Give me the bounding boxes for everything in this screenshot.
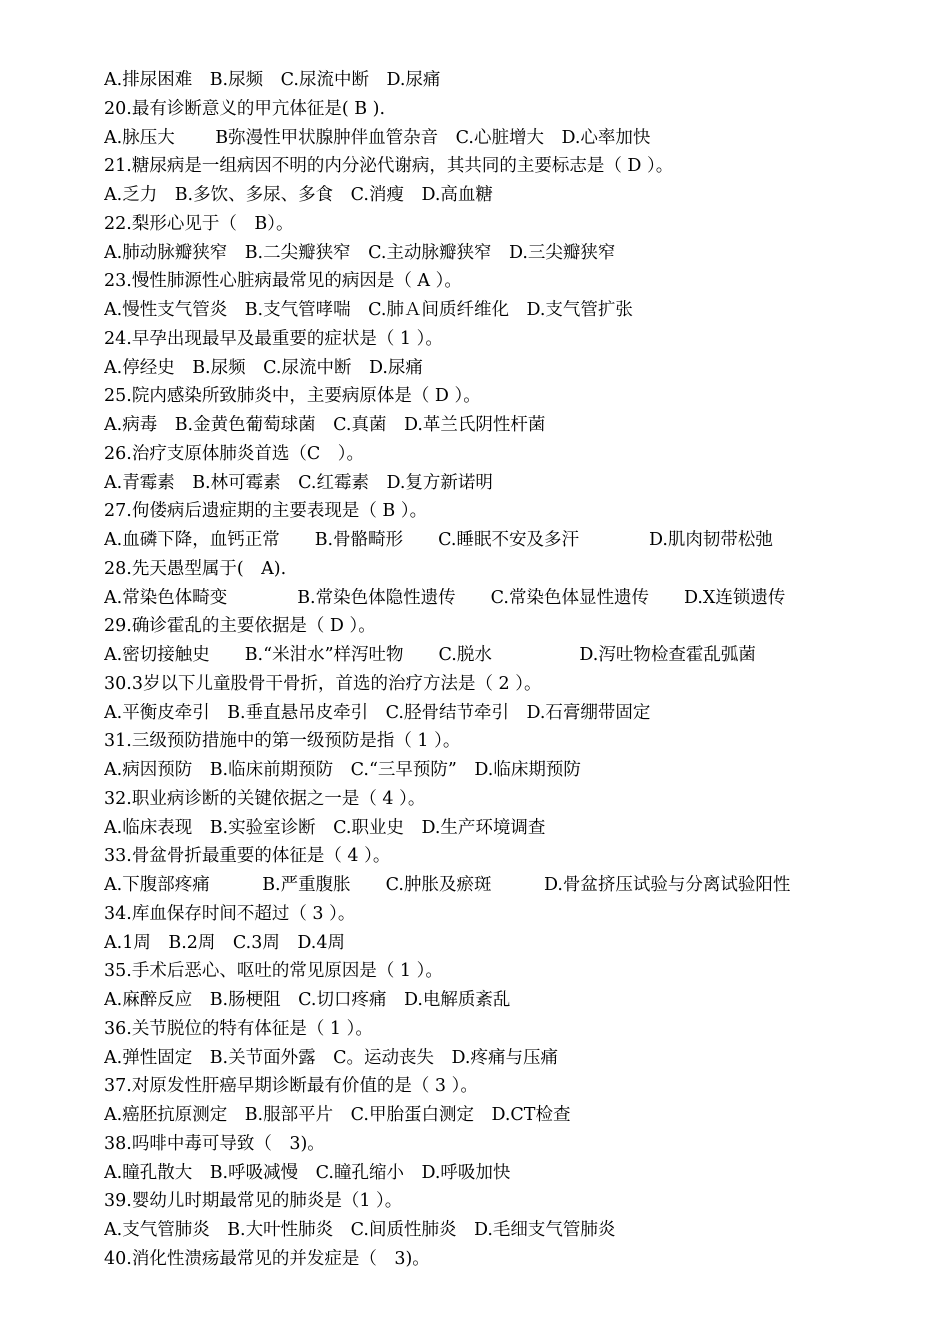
question-20: 20.最有诊断意义的甲亢体征是( B ). — [104, 98, 386, 119]
question-options-38: A.瞳孔散大 B.呼吸减慢 C.瞳孔缩小 D.呼吸加快 — [104, 1162, 511, 1183]
question-30: 30.3岁以下儿童股骨干骨折，首选的治疗方法是（ 2 ）。 — [104, 673, 542, 694]
question-28: 28.先天愚型属于( A). — [104, 558, 287, 579]
question-options-21: A.乏力 B.多饮、多尿、多食 C.消瘦 D.高血糖 — [104, 185, 493, 205]
question-36: 36.关节脱位的特有体征是（ 1 ）。 — [104, 1018, 373, 1039]
question-options-19: A.排尿困难 B.尿频 C.尿流中断 D.尿痛 — [104, 70, 441, 90]
question-25: 25.院内感染所致肺炎中，主要病原体是（ D ）。 — [104, 386, 481, 407]
question-22: 22.梨形心见于（ B）。 — [104, 213, 294, 234]
question-32: 32.职业病诊断的关键依据之一是（ 4 ）。 — [104, 788, 426, 809]
question-options-22: A.肺动脉瓣狭窄 B.二尖瓣狭窄 C.主动脉瓣狭窄 D.三尖瓣狭窄 — [104, 242, 616, 263]
question-21: 21.糖尿病是一组病因不明的内分泌代谢病，其共同的主要标志是（ D ）。 — [104, 156, 674, 177]
question-29: 29.确诊霍乱的主要依据是（ D ）。 — [104, 616, 376, 637]
question-options-26: A.青霉素 B.林可霉素 C.红霉素 D.复方新诺明 — [104, 472, 493, 493]
question-options-33: A.下腹部疼痛 B.严重腹胀 C.肿胀及瘀斑 D.骨盆挤压试验与分离试验阳性 — [104, 875, 791, 895]
question-options-25: A.病毒 B.金黄色葡萄球菌 C.真菌 D.革兰氏阴性杆菌 — [104, 415, 546, 435]
question-options-28: A.常染色体畸变 B.常染色体隐性遗传 C.常染色体显性遗传 D.X连锁遗传 — [104, 587, 786, 608]
question-23: 23.慢性肺源性心脏病最常见的病因是（ A ）。 — [104, 271, 462, 292]
question-24: 24.早孕出现最早及最重要的症状是（ 1 ）。 — [104, 328, 443, 349]
question-options-30: A.平衡皮牵引 B.垂直悬吊皮牵引 C.胫骨结节牵引 D.石膏绷带固定 — [104, 702, 651, 723]
question-37: 37.对原发性肝癌早期诊断最有价值的是（ 3 ）。 — [104, 1076, 478, 1097]
question-options-32: A.临床表现 B.实验室诊断 C.职业史 D.生产环境调查 — [104, 817, 546, 838]
question-options-24: A.停经史 B.尿频 C.尿流中断 D.尿痛 — [104, 357, 423, 378]
question-options-36: A.弹性固定 B.关节面外露 C。运动丧失 D.疼痛与压痛 — [104, 1047, 558, 1068]
question-options-27: A.血磷下降，血钙正常 B.骨骼畸形 C.睡眠不安及多汗 D.肌肉韧带松弛 — [104, 530, 773, 550]
question-options-37: A.癌胚抗原测定 B.服部平片 C.甲胎蛋白测定 D.CT检查 — [104, 1105, 571, 1125]
question-options-39: A.支气管肺炎 B.大叶性肺炎 C.间质性肺炎 D.毛细支气管肺炎 — [104, 1220, 616, 1240]
question-options-35: A.麻醉反应 B.肠梗阻 C.切口疼痛 D.电解质紊乱 — [104, 990, 511, 1010]
question-31: 31.三级预防措施中的第一级预防是指（ 1 ）。 — [104, 731, 461, 752]
question-26: 26.治疗支原体肺炎首选（C ）。 — [104, 443, 364, 464]
question-39: 39.婴幼儿时期最常见的肺炎是（1 ）。 — [104, 1191, 403, 1212]
question-options-31: A.病因预防 B.临床前期预防 C.“三早预防” D.临床期预防 — [104, 760, 581, 780]
question-27: 27.佝偻病后遗症期的主要表现是（ B ）。 — [104, 501, 428, 522]
document-page — [104, 66, 924, 1274]
question-options-29: A.密切接触史 B.“米泔水”样泻吐物 C.脱水 D.泻吐物检查霍乱弧菌 — [104, 645, 756, 665]
question-38: 38.吗啡中毒可导致（ 3)。 — [104, 1133, 325, 1154]
question-options-23: A.慢性支气管炎 B.支气管哮喘 C.肺Ａ间质纤维化 D.支气管扩张 — [104, 300, 633, 320]
question-options-20: A.脉压大 B弥漫性甲状腺肿伴血管杂音 C.心脏增大 D.心率加快 — [104, 127, 651, 148]
question-33: 33.骨盆骨折最重要的体征是（ 4 ）。 — [104, 846, 391, 867]
question-options-34: A.1周 B.2周 C.3周 D.4周 — [104, 932, 345, 953]
question-35: 35.手术后恶心、呕吐的常见原因是（ 1 ）。 — [104, 961, 443, 982]
question-40: 40.消化性溃疡最常见的并发症是（ 3)。 — [104, 1248, 430, 1269]
question-34: 34.库血保存时间不超过（ 3 ）。 — [104, 903, 356, 924]
